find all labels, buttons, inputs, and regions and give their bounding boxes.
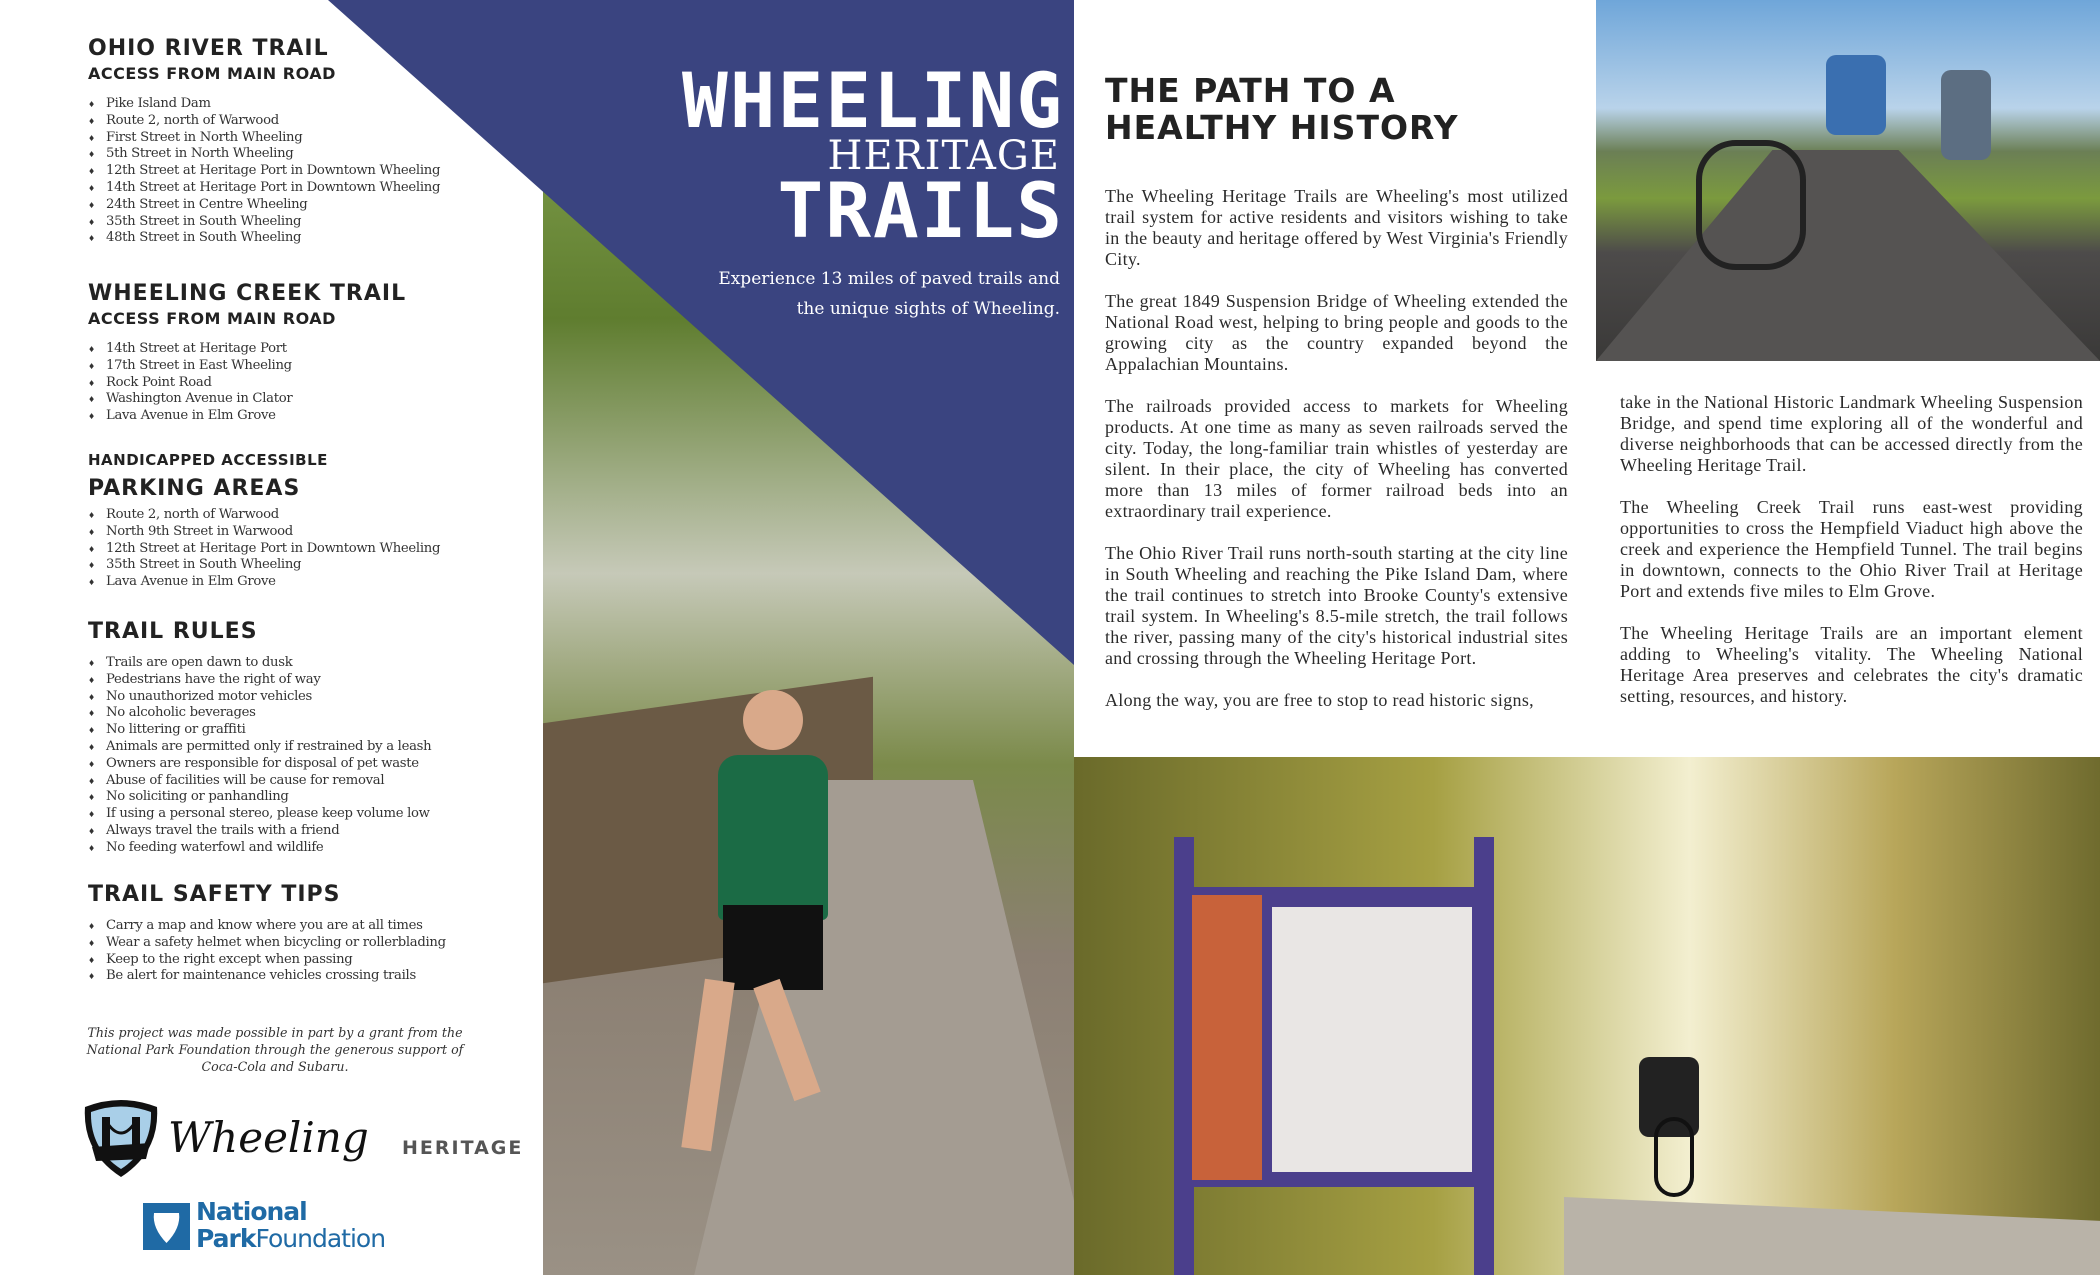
list-item: ♦ No littering or graffiti: [88, 722, 431, 739]
list-item: ♦ If using a personal stereo, please keep volume low: [88, 806, 431, 823]
list-item: ♦ 12th Street at Heritage Port in Downtown Wheeling: [88, 163, 440, 180]
list-item: ♦ Lava Avenue in Elm Grove: [88, 574, 440, 591]
runner-shirt: [718, 755, 828, 920]
mother-figure: [1941, 70, 1991, 160]
article-column-1: [1105, 186, 1568, 732]
cover-subtitle: [660, 264, 1060, 324]
trail-map-sign-photo: [1074, 757, 2100, 1275]
paragraph: The Wheeling Creek Trail runs east-west providing opportunities to cross the Hempfield Viaduct high above the creek and experience the Hempfield Tunnel. The trail begins in downtown, connects to the Ohio River Trail at Heritage Port and extends five miles to Elm Grove.: [1620, 497, 2083, 601]
list-item: ♦ First Street in North Wheeling: [88, 130, 440, 147]
list-item: ♦ Pedestrians have the right of way: [88, 672, 431, 689]
npf-national: National: [196, 1197, 307, 1226]
article-column-2: [1620, 392, 2083, 728]
paragraph: The Wheeling Heritage Trails are an important element adding to Wheeling's vitality. The Wheeling National Heritage Area preserves and celebrates the city's dramatic setting, resources, and history.: [1620, 623, 2083, 706]
list-item: ♦ 14th Street at Heritage Port: [88, 341, 292, 358]
list-item: ♦ Route 2, north of Warwood: [88, 113, 440, 130]
list-item: ♦ 35th Street in South Wheeling: [88, 214, 440, 231]
list-item: ♦ Carry a map and know where you are at all times: [88, 918, 446, 935]
list-item: ♦ 35th Street in South Wheeling: [88, 557, 440, 574]
runner-leg: [681, 979, 734, 1152]
list-item: ♦ Wear a safety helmet when bicycling or rollerblading: [88, 935, 446, 952]
ohio-trail-subheading: ACCESS FROM MAIN ROAD: [88, 64, 336, 83]
paragraph: The great 1849 Suspension Bridge of Wheeling extended the National Road west, helping to bring people and goods to the growing city as the country expanded beyond the Appalachian Mountains.: [1105, 291, 1568, 374]
rules-heading: TRAIL RULES: [88, 619, 258, 644]
national-park-foundation-logo: [143, 1197, 443, 1255]
stroller: [1696, 140, 1806, 270]
list-item: ♦ 24th Street in Centre Wheeling: [88, 197, 440, 214]
list-item: ♦ Animals are permitted only if restrained by a leash: [88, 739, 431, 756]
paragraph: The Ohio River Trail runs north-south starting at the city line in South Wheeling and reaching the Pike Island Dam, where the trail continues to stretch into Brooke County's extensive trail system. In Wheeling's 8.5-mile stretch, the trail follows the river, passing many of the city's historical industrial sites and crossing through the Wheeling Heritage Port.: [1105, 543, 1568, 668]
heritage-word: HERITAGE: [402, 1137, 524, 1159]
bicycle: [1654, 1117, 1694, 1197]
list-item: ♦ Be alert for maintenance vehicles crossing trails: [88, 968, 446, 985]
npf-foundation: Foundation: [255, 1224, 386, 1253]
runner-head: [743, 690, 803, 750]
safety-list: [88, 918, 446, 985]
info-panel: [0, 0, 543, 1275]
list-item: ♦ Lava Avenue in Elm Grove: [88, 408, 292, 425]
list-item: ♦ Route 2, north of Warwood: [88, 507, 440, 524]
creek-trail-list: [88, 341, 292, 425]
wheeling-heritage-logo: [80, 1097, 540, 1187]
subtitle-line: Experience 13 miles of paved trails and: [718, 269, 1060, 289]
list-item: ♦ No alcoholic beverages: [88, 705, 431, 722]
paragraph: take in the National Historic Landmark Wheeling Suspension Bridge, and spend time exploring all of the wonderful and diverse neighborhoods that can be accessed directly from the Wheeling Heritage Trail.: [1620, 392, 2083, 475]
list-item: ♦ Owners are responsible for disposal of pet waste: [88, 756, 431, 773]
wheeling-script: Wheeling: [168, 1113, 369, 1162]
article-heading: [1105, 72, 1459, 146]
grant-credit: This project was made possible in part by a grant from the National Park Foundation through the generous support of Coca-Cola and Subaru.: [86, 1025, 464, 1074]
ohio-trail-list: [88, 96, 440, 247]
title-trails: TRAILS: [777, 166, 1064, 255]
list-item: ♦ 12th Street at Heritage Port in Downtown Wheeling: [88, 541, 440, 558]
father-figure: [1826, 55, 1886, 135]
paragraph: Along the way, you are free to stop to read historic signs,: [1105, 690, 1534, 710]
arrowhead-icon: [143, 1203, 190, 1250]
npf-line2: [196, 1226, 385, 1252]
list-item: ♦ Trails are open dawn to dusk: [88, 655, 431, 672]
heading-line: THE PATH TO A: [1105, 71, 1396, 110]
list-item: ♦ 5th Street in North Wheeling: [88, 146, 440, 163]
family-walking-photo: [1596, 0, 2100, 361]
list-item: ♦ Washington Avenue in Clator: [88, 391, 292, 408]
trail-path: [1596, 150, 2100, 361]
list-item: ♦ No feeding waterfowl and wildlife: [88, 840, 431, 857]
list-item: ♦ North 9th Street in Warwood: [88, 524, 440, 541]
list-item: ♦ Rock Point Road: [88, 375, 292, 392]
list-item: ♦ 14th Street at Heritage Port in Downtown Wheeling: [88, 180, 440, 197]
subtitle-line: the unique sights of Wheeling.: [796, 299, 1060, 319]
list-item: ♦ Abuse of facilities will be cause for removal: [88, 773, 431, 790]
list-item: ♦ 48th Street in South Wheeling: [88, 230, 440, 247]
list-item: ♦ Always travel the trails with a friend: [88, 823, 431, 840]
bridge-shield-icon: [80, 1097, 162, 1179]
npf-park: Park: [196, 1224, 256, 1253]
parking-kicker: HANDICAPPED ACCESSIBLE: [88, 451, 328, 469]
list-item: ♦ Pike Island Dam: [88, 96, 440, 113]
list-item: ♦ Keep to the right except when passing: [88, 952, 446, 969]
list-item: ♦ 17th Street in East Wheeling: [88, 358, 292, 375]
list-item: ♦ No soliciting or panhandling: [88, 789, 431, 806]
sign-legend-panel: [1192, 895, 1262, 1180]
paragraph: The Wheeling Heritage Trails are Wheeling's most utilized trail system for active residents and visitors wishing to take in the beauty and heritage offered by West Virginia's Friendly City.: [1105, 186, 1568, 269]
creek-trail-heading: WHEELING CREEK TRAIL: [88, 281, 407, 306]
safety-heading: TRAIL SAFETY TIPS: [88, 882, 341, 907]
parking-list: [88, 507, 440, 591]
trail-path: [1564, 1197, 2100, 1275]
title-wheeling: WHEELING: [681, 56, 1064, 145]
ohio-trail-heading: OHIO RIVER TRAIL: [88, 36, 329, 61]
runner-shorts: [723, 905, 823, 990]
heading-line: HEALTHY HISTORY: [1105, 108, 1459, 147]
list-item: ♦ No unauthorized motor vehicles: [88, 689, 431, 706]
title-heritage: HERITAGE: [827, 133, 1060, 179]
rules-list: [88, 655, 431, 857]
creek-trail-subheading: ACCESS FROM MAIN ROAD: [88, 309, 336, 328]
trail-map: [1272, 907, 1472, 1172]
parking-heading: PARKING AREAS: [88, 476, 301, 501]
paragraph: The railroads provided access to markets for Wheeling products. At one time as many as seven railroads served the city. Today, the long-familiar train whistles of yesterday are silent. In their place, the city of Wheeling has converted more than 13 miles of former railroad beds into an extraordinary trail experience.: [1105, 396, 1568, 521]
